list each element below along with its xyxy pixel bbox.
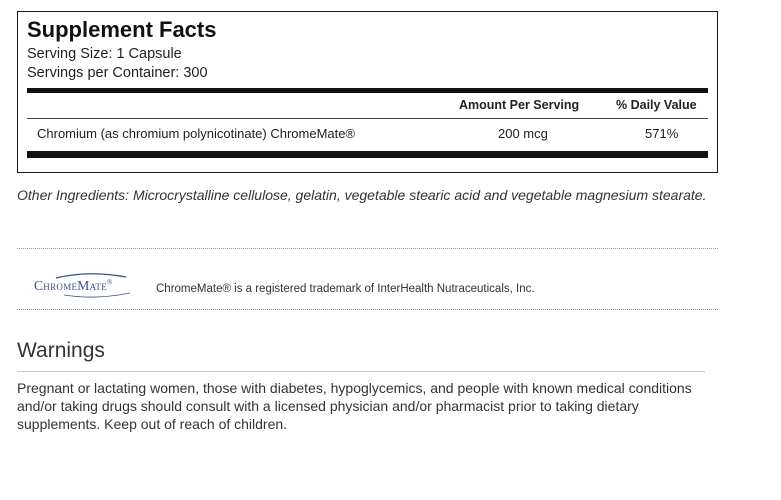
- warnings-text: Pregnant or lactating women, those with diabetes, hypoglycemics, and people with known medical conditions and/or taking drugs should consult with a licensed physician and/or pharmacist prior to taking dietary supplements. Keep out of reach of children.: [17, 380, 692, 432]
- servings-per-container: Servings per Container: 300: [27, 65, 208, 81]
- bottom-thick-rule: [27, 151, 708, 158]
- header-divider: [27, 118, 708, 119]
- dotted-divider: [17, 309, 718, 310]
- nutrient-daily-value: 571%: [645, 126, 679, 141]
- serving-size: Serving Size: 1 Capsule: [27, 46, 182, 62]
- dotted-divider: [17, 248, 718, 249]
- logo-wordmark: ChromeMate®: [34, 278, 113, 293]
- nutrient-amount: 200 mcg: [498, 126, 548, 141]
- daily-value-header: % Daily Value: [616, 98, 697, 112]
- other-ingredients: Other Ingredients: Microcrystalline cellulose, gelatin, vegetable stearic acid and vegetable magnesium stearate.: [17, 187, 707, 203]
- supplement-facts-panel: [17, 11, 718, 173]
- amount-per-serving-header: Amount Per Serving: [459, 98, 580, 112]
- chromemate-logo: [34, 272, 144, 298]
- top-thick-rule: [27, 88, 708, 93]
- warnings-divider: [17, 371, 705, 372]
- supplement-facts-title: Supplement Facts: [27, 17, 217, 42]
- trademark-notice: ChromeMate® is a registered trademark of InterHealth Nutraceuticals, Inc.: [156, 283, 535, 295]
- nutrient-name: Chromium (as chromium polynicotinate) ChromeMate®: [37, 126, 356, 141]
- warnings-heading: Warnings: [17, 339, 105, 362]
